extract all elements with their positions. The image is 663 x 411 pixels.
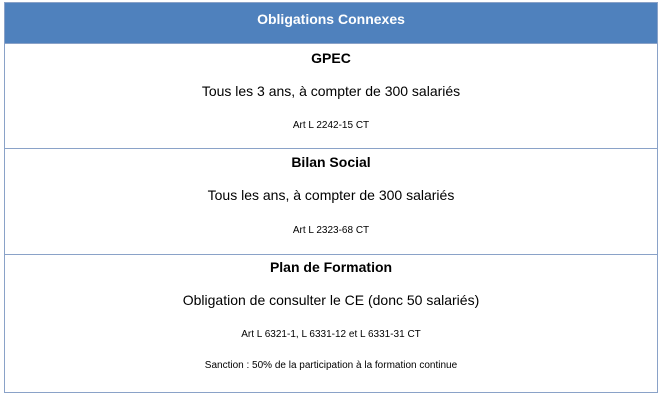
row-description: Obligation de consulter le CE (donc 50 salariés) [182, 292, 480, 308]
row-title: GPEC [311, 50, 351, 66]
row-legal-reference: Art L 2323-68 CT [292, 225, 370, 236]
obligations-table [4, 2, 658, 393]
row-legal-reference: Art L 6321-1, L 6331-12 et L 6331-31 CT [241, 329, 421, 340]
table-row-bilan-social [5, 149, 657, 255]
row-description: Tous les 3 ans, à compter de 300 salariés [201, 83, 461, 99]
table-row-gpec [5, 44, 657, 149]
row-title: Bilan Social [291, 154, 371, 170]
table-row-plan-de-formation [5, 255, 657, 392]
row-title: Plan de Formation [269, 259, 393, 275]
table-header-title: Obligations Connexes [257, 11, 405, 27]
row-sanction: Sanction : 50% de la participation à la formation continue [204, 360, 458, 371]
table-header [5, 3, 657, 44]
row-description: Tous les ans, à compter de 300 salariés [207, 187, 455, 203]
row-legal-reference: Art L 2242-15 CT [292, 120, 370, 131]
